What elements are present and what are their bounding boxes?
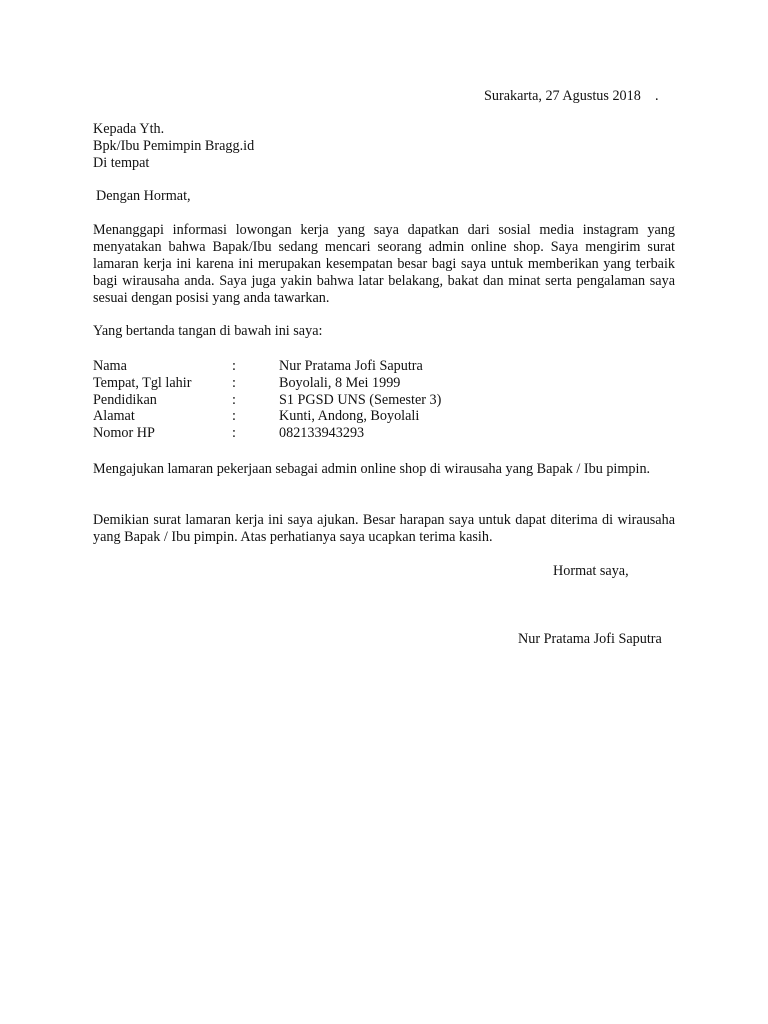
identity-row-name [93, 358, 593, 375]
opening-paragraph: Menanggapi informasi lowongan kerja yang saya dapatkan dari sosial media instagram yang menyatakan bahwa Bapak/Ibu sedang mencari seorang admin online shop. Saya mengirim surat lamaran kerja ini karena ini merupakan kesempatan besar bagi saya untuk memberikan yang terbaik bagi wirausaha anda. Saya juga yakin bahwa latar belakang, bakat dan minat serta pengalaman saya sesuai dengan posisi yang anda tawarkan. [93, 222, 675, 306]
application-paragraph: Mengajukan lamaran pekerjaan sebagai admin online shop di wirausaha yang Bapak / Ibu pimpin. [93, 461, 651, 477]
place-date-text: Surakarta, 27 Agustus 2018 [484, 88, 641, 104]
identity-row-phone [93, 425, 593, 442]
addressee-line-3: Di tempat [93, 155, 150, 171]
identity-colon: : [232, 358, 236, 374]
closing-salutation: Hormat saya, [553, 563, 629, 579]
identity-label: Tempat, Tgl lahir [93, 374, 192, 391]
identity-value: 082133943293 [279, 425, 365, 442]
greeting: Dengan Hormat, [96, 188, 191, 204]
identity-label: Nomor HP [93, 425, 155, 442]
addressee-line-1: Kepada Yth. [93, 121, 165, 137]
identity-label: Nama [93, 358, 127, 374]
identity-value: Nur Pratama Jofi Saputra [279, 358, 423, 374]
identity-label: Pendidikan [93, 391, 157, 408]
addressee-block [93, 121, 254, 172]
identity-intro: Yang bertanda tangan di bawah ini saya: [93, 323, 323, 339]
place-date-tail: . [640, 88, 659, 104]
identity-table [93, 358, 593, 442]
identity-label: Alamat [93, 408, 135, 425]
place-and-date [484, 88, 659, 105]
identity-row-address [93, 408, 593, 425]
identity-colon: : [232, 408, 236, 425]
identity-row-education [93, 392, 593, 409]
identity-value: S1 PGSD UNS (Semester 3) [279, 391, 442, 408]
signature-name: Nur Pratama Jofi Saputra [518, 631, 662, 647]
identity-colon: : [232, 391, 236, 408]
identity-row-birth [93, 375, 593, 392]
identity-colon: : [232, 374, 236, 391]
identity-colon: : [232, 425, 236, 442]
identity-value: Kunti, Andong, Boyolali [279, 408, 420, 425]
addressee-line-2: Bpk/Ibu Pemimpin Bragg.id [93, 138, 255, 154]
identity-value: Boyolali, 8 Mei 1999 [279, 374, 401, 391]
closing-paragraph: Demikian surat lamaran kerja ini saya ajukan. Besar harapan saya untuk dapat diterima di wirausaha yang Bapak / Ibu pimpin. Atas perhatianya saya ucapkan terima kasih. [93, 512, 675, 545]
